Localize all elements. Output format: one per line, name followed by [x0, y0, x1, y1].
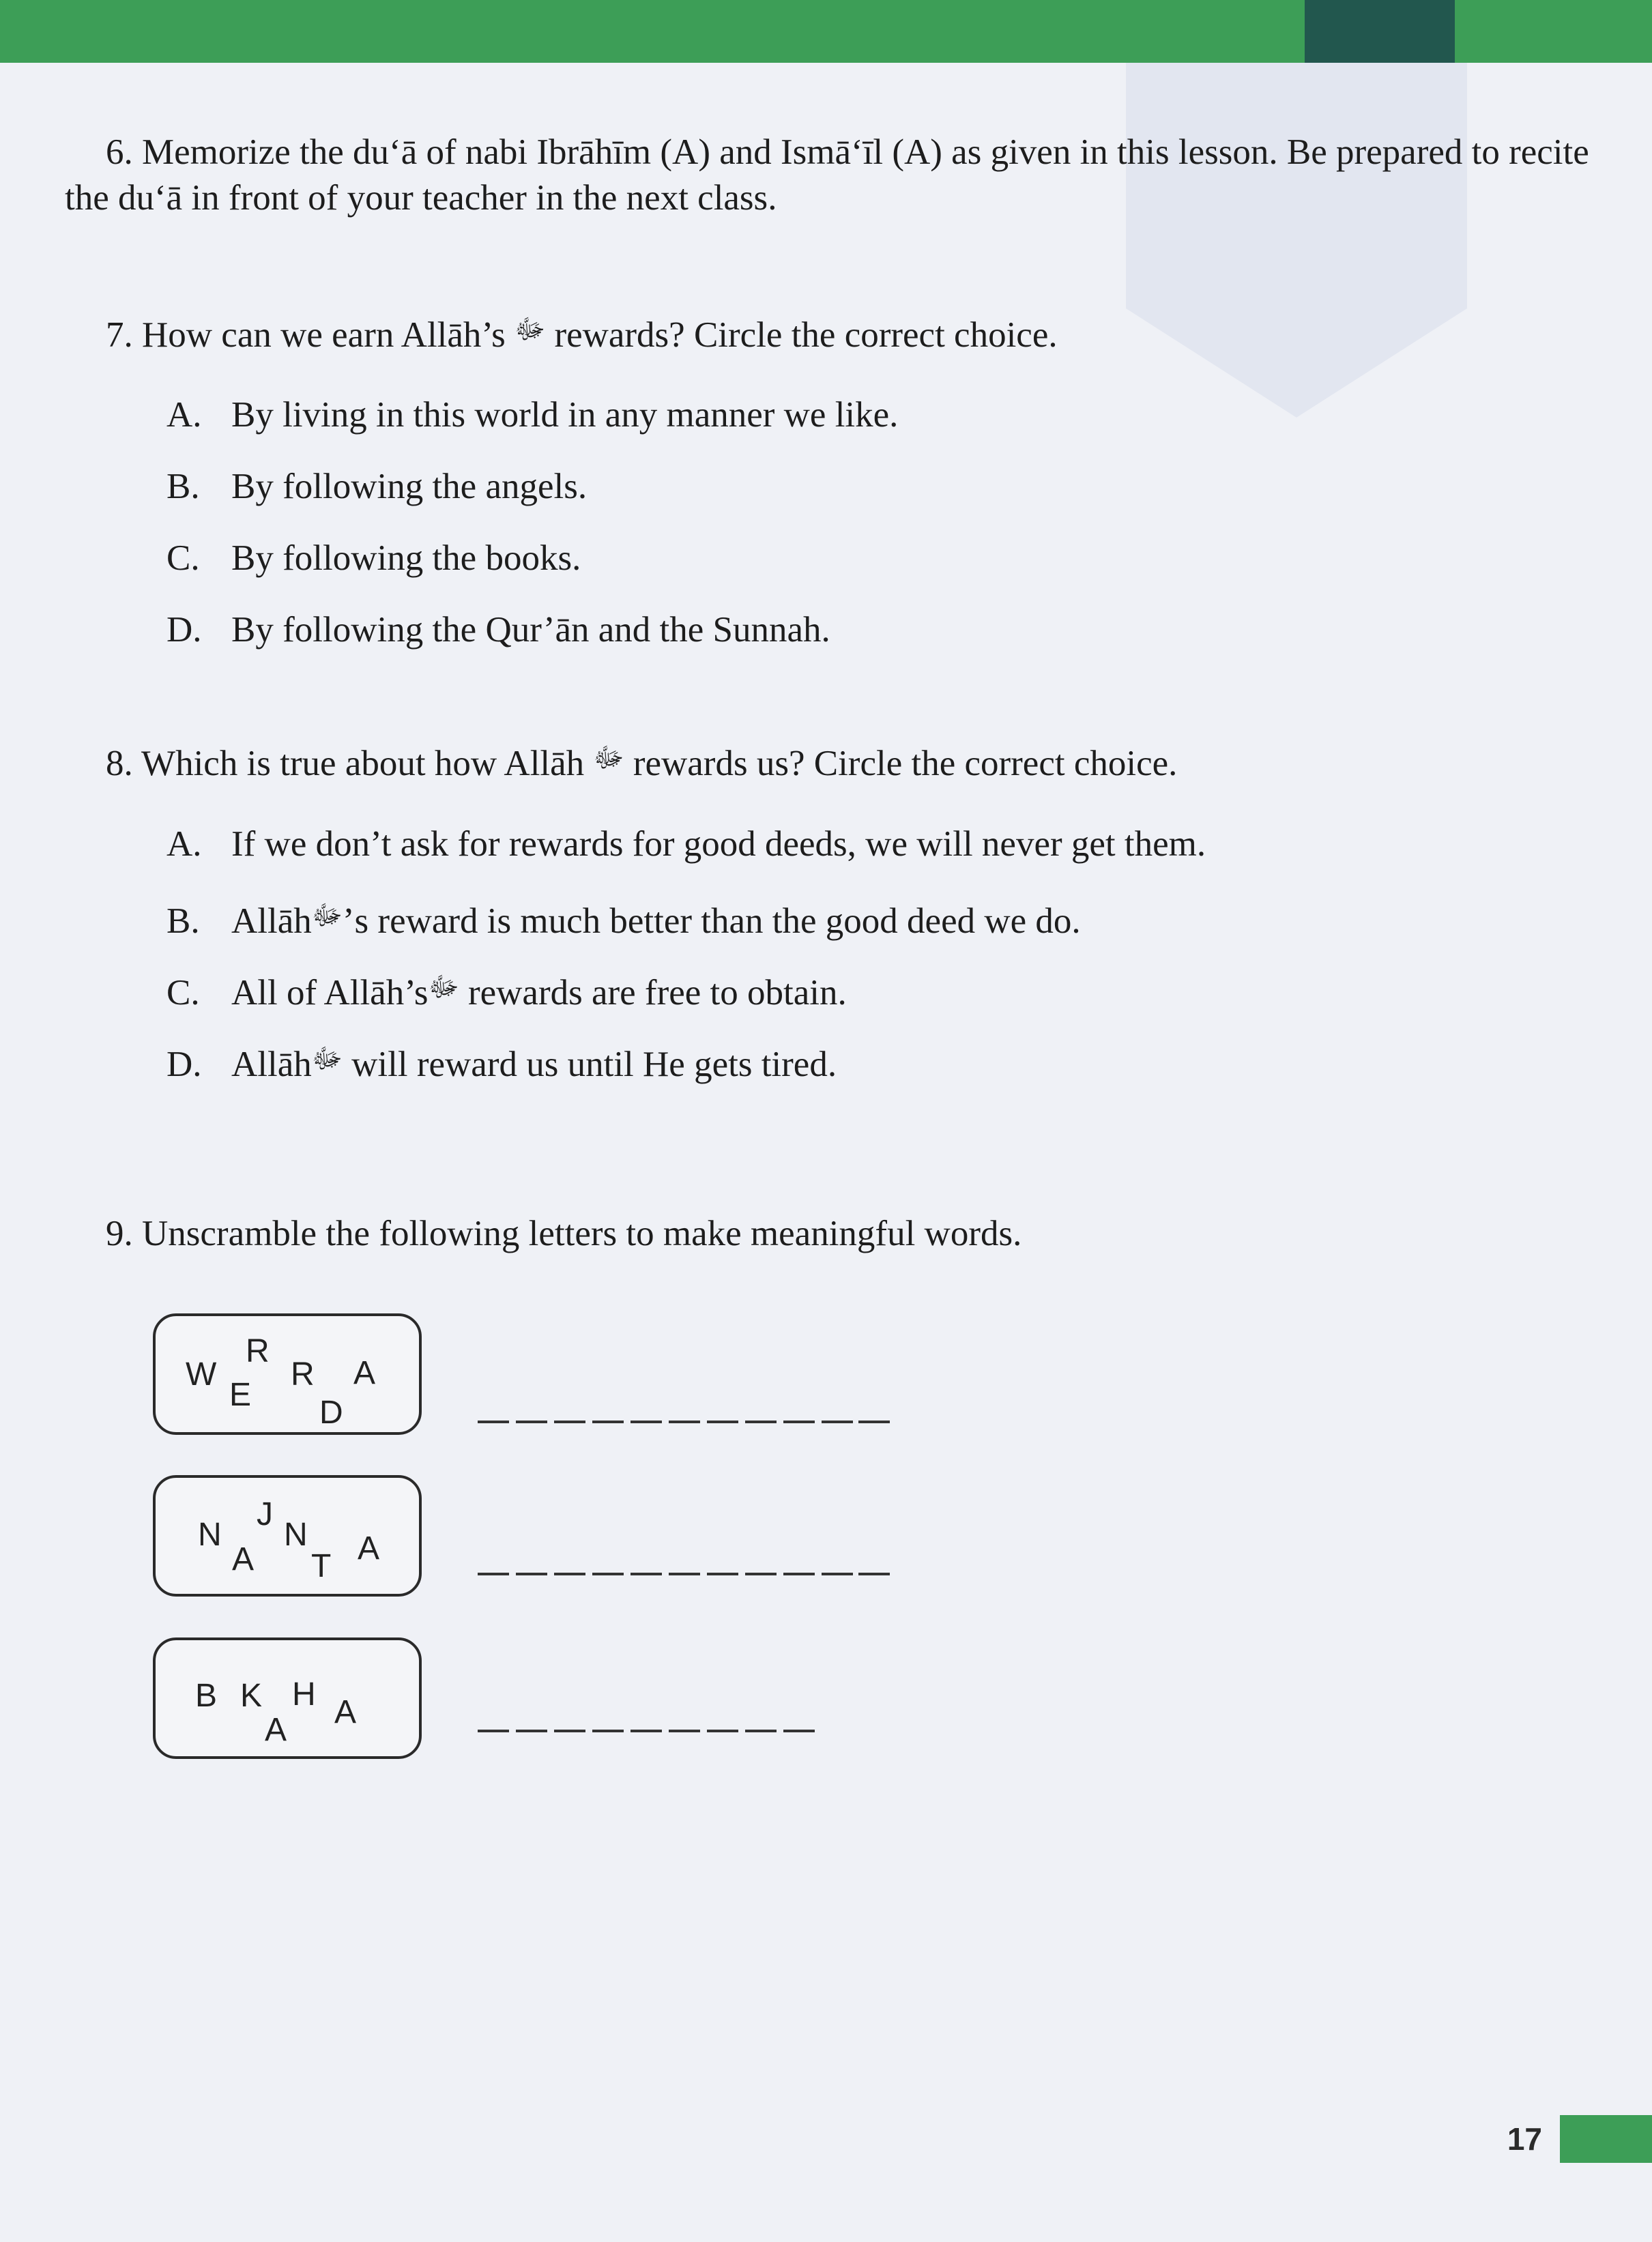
answer-blank[interactable] [669, 1730, 700, 1732]
option-letter: B. [166, 467, 200, 506]
scramble-letter: R [246, 1333, 270, 1369]
option-letter: A. [166, 824, 202, 864]
answer-blank[interactable] [783, 1730, 815, 1732]
question-7-suffix: rewards? Circle the correct choice. [554, 315, 1058, 355]
answer-blank[interactable] [745, 1730, 777, 1732]
option-letter: C. [166, 538, 200, 578]
scramble-letter: A [358, 1530, 380, 1567]
option-text: By living in this world in any manner we like. [231, 395, 899, 435]
scramble-letter: N [198, 1517, 222, 1553]
q7-option-d[interactable] [166, 607, 830, 652]
answer-blank[interactable] [516, 1421, 547, 1423]
top-accent-block [1305, 0, 1455, 63]
option-text: rewards are free to obtain. [467, 973, 847, 1013]
footer-color-bar [1560, 2115, 1652, 2163]
option-text: ’s reward is much better than the good deed we do. [342, 901, 1081, 941]
honorific-glyph: ﷻ [311, 1043, 343, 1075]
option-text: If we don’t ask for rewards for good deeds, we will never get them. [231, 824, 1206, 864]
answer-blank[interactable] [554, 1573, 585, 1575]
scramble-letter: A [353, 1355, 376, 1391]
option-text: Allāh [231, 1045, 312, 1084]
answer-blank[interactable] [822, 1573, 853, 1575]
scramble-box-1 [153, 1313, 422, 1435]
scramble-letter: J [257, 1496, 273, 1532]
answer-blank[interactable] [592, 1421, 624, 1423]
page-number: 17 [1507, 2121, 1542, 2157]
answer-blanks-2[interactable] [478, 1573, 890, 1575]
scramble-letter: A [334, 1694, 357, 1730]
answer-blank[interactable] [631, 1730, 662, 1732]
scramble-letter: E [229, 1377, 252, 1413]
honorific-glyph: ﷻ [593, 742, 624, 774]
answer-blanks-3[interactable] [478, 1730, 815, 1732]
option-text: Allāh [231, 901, 312, 941]
answer-blank[interactable] [858, 1573, 890, 1575]
scramble-letter: W [186, 1356, 217, 1393]
answer-blank[interactable] [745, 1421, 777, 1423]
answer-blank[interactable] [858, 1421, 890, 1423]
answer-blank[interactable] [516, 1730, 547, 1732]
answer-blank[interactable] [707, 1573, 738, 1575]
q8-option-d[interactable] [166, 1036, 837, 1087]
scramble-box-2 [153, 1475, 422, 1597]
option-text: By following the Qur’ān and the Sunnah. [231, 610, 830, 650]
option-text: By following the books. [231, 538, 581, 578]
answer-blank[interactable] [554, 1730, 585, 1732]
answer-blank[interactable] [631, 1421, 662, 1423]
answer-blank[interactable] [554, 1421, 585, 1423]
question-8 [106, 736, 1177, 786]
answer-blank[interactable] [783, 1421, 815, 1423]
honorific-glyph: ﷻ [428, 972, 459, 1003]
question-6: 6. Memorize the du‘ā of nabi Ibrāhīm (A) and Ismā‘īl (A) as given in this lesson. Be prepared to recite the du‘ā in front of your teacher in the next class. [65, 132, 1589, 218]
scramble-box-3 [153, 1637, 422, 1759]
option-letter: D. [166, 610, 202, 650]
honorific-glyph: ﷻ [515, 314, 546, 345]
scramble-letter: A [232, 1541, 255, 1577]
answer-blank[interactable] [822, 1421, 853, 1423]
option-text: will reward us until He gets tired. [351, 1045, 837, 1084]
scramble-letter: D [319, 1395, 343, 1431]
scramble-letter: H [292, 1676, 316, 1713]
background-chevron-shape [1126, 63, 1467, 418]
answer-blank[interactable] [592, 1730, 624, 1732]
q8-option-a[interactable] [166, 821, 1206, 867]
scramble-letter: N [284, 1517, 308, 1553]
honorific-glyph: ﷻ [311, 900, 343, 931]
question-8-suffix: rewards us? Circle the correct choice. [633, 744, 1178, 783]
scramble-letter: A [265, 1712, 287, 1748]
scramble-letter: T [311, 1548, 332, 1584]
q7-option-b[interactable] [166, 464, 587, 509]
scramble-letter: R [291, 1356, 315, 1393]
answer-blank[interactable] [707, 1730, 738, 1732]
answer-blank[interactable] [516, 1573, 547, 1575]
answer-blank[interactable] [707, 1421, 738, 1423]
question-9: 9. Unscramble the following letters to make meaningful words. [106, 1214, 1022, 1253]
scramble-letter: K [240, 1678, 263, 1714]
q8-option-b[interactable] [166, 893, 1081, 944]
answer-blanks-1[interactable] [478, 1421, 890, 1423]
scramble-letter: B [195, 1678, 218, 1714]
answer-blank[interactable] [478, 1730, 509, 1732]
answer-blank[interactable] [478, 1421, 509, 1423]
option-text: All of Allāh’s [231, 973, 429, 1013]
q7-option-c[interactable] [166, 536, 581, 581]
option-letter: D. [166, 1045, 202, 1084]
answer-blank[interactable] [592, 1573, 624, 1575]
option-text: By following the angels. [231, 467, 588, 506]
q7-option-a[interactable] [166, 392, 898, 437]
option-letter: A. [166, 395, 202, 435]
answer-blank[interactable] [669, 1421, 700, 1423]
answer-blank[interactable] [745, 1573, 777, 1575]
answer-blank[interactable] [631, 1573, 662, 1575]
question-7 [106, 307, 1058, 358]
answer-blank[interactable] [669, 1573, 700, 1575]
question-7-prefix: 7. How can we earn Allāh’s [106, 315, 506, 355]
option-letter: B. [166, 901, 200, 941]
option-letter: C. [166, 973, 200, 1013]
answer-blank[interactable] [783, 1573, 815, 1575]
answer-blank[interactable] [478, 1573, 509, 1575]
q8-option-c[interactable] [166, 965, 847, 1015]
question-8-prefix: 8. Which is true about how Allāh [106, 744, 585, 783]
